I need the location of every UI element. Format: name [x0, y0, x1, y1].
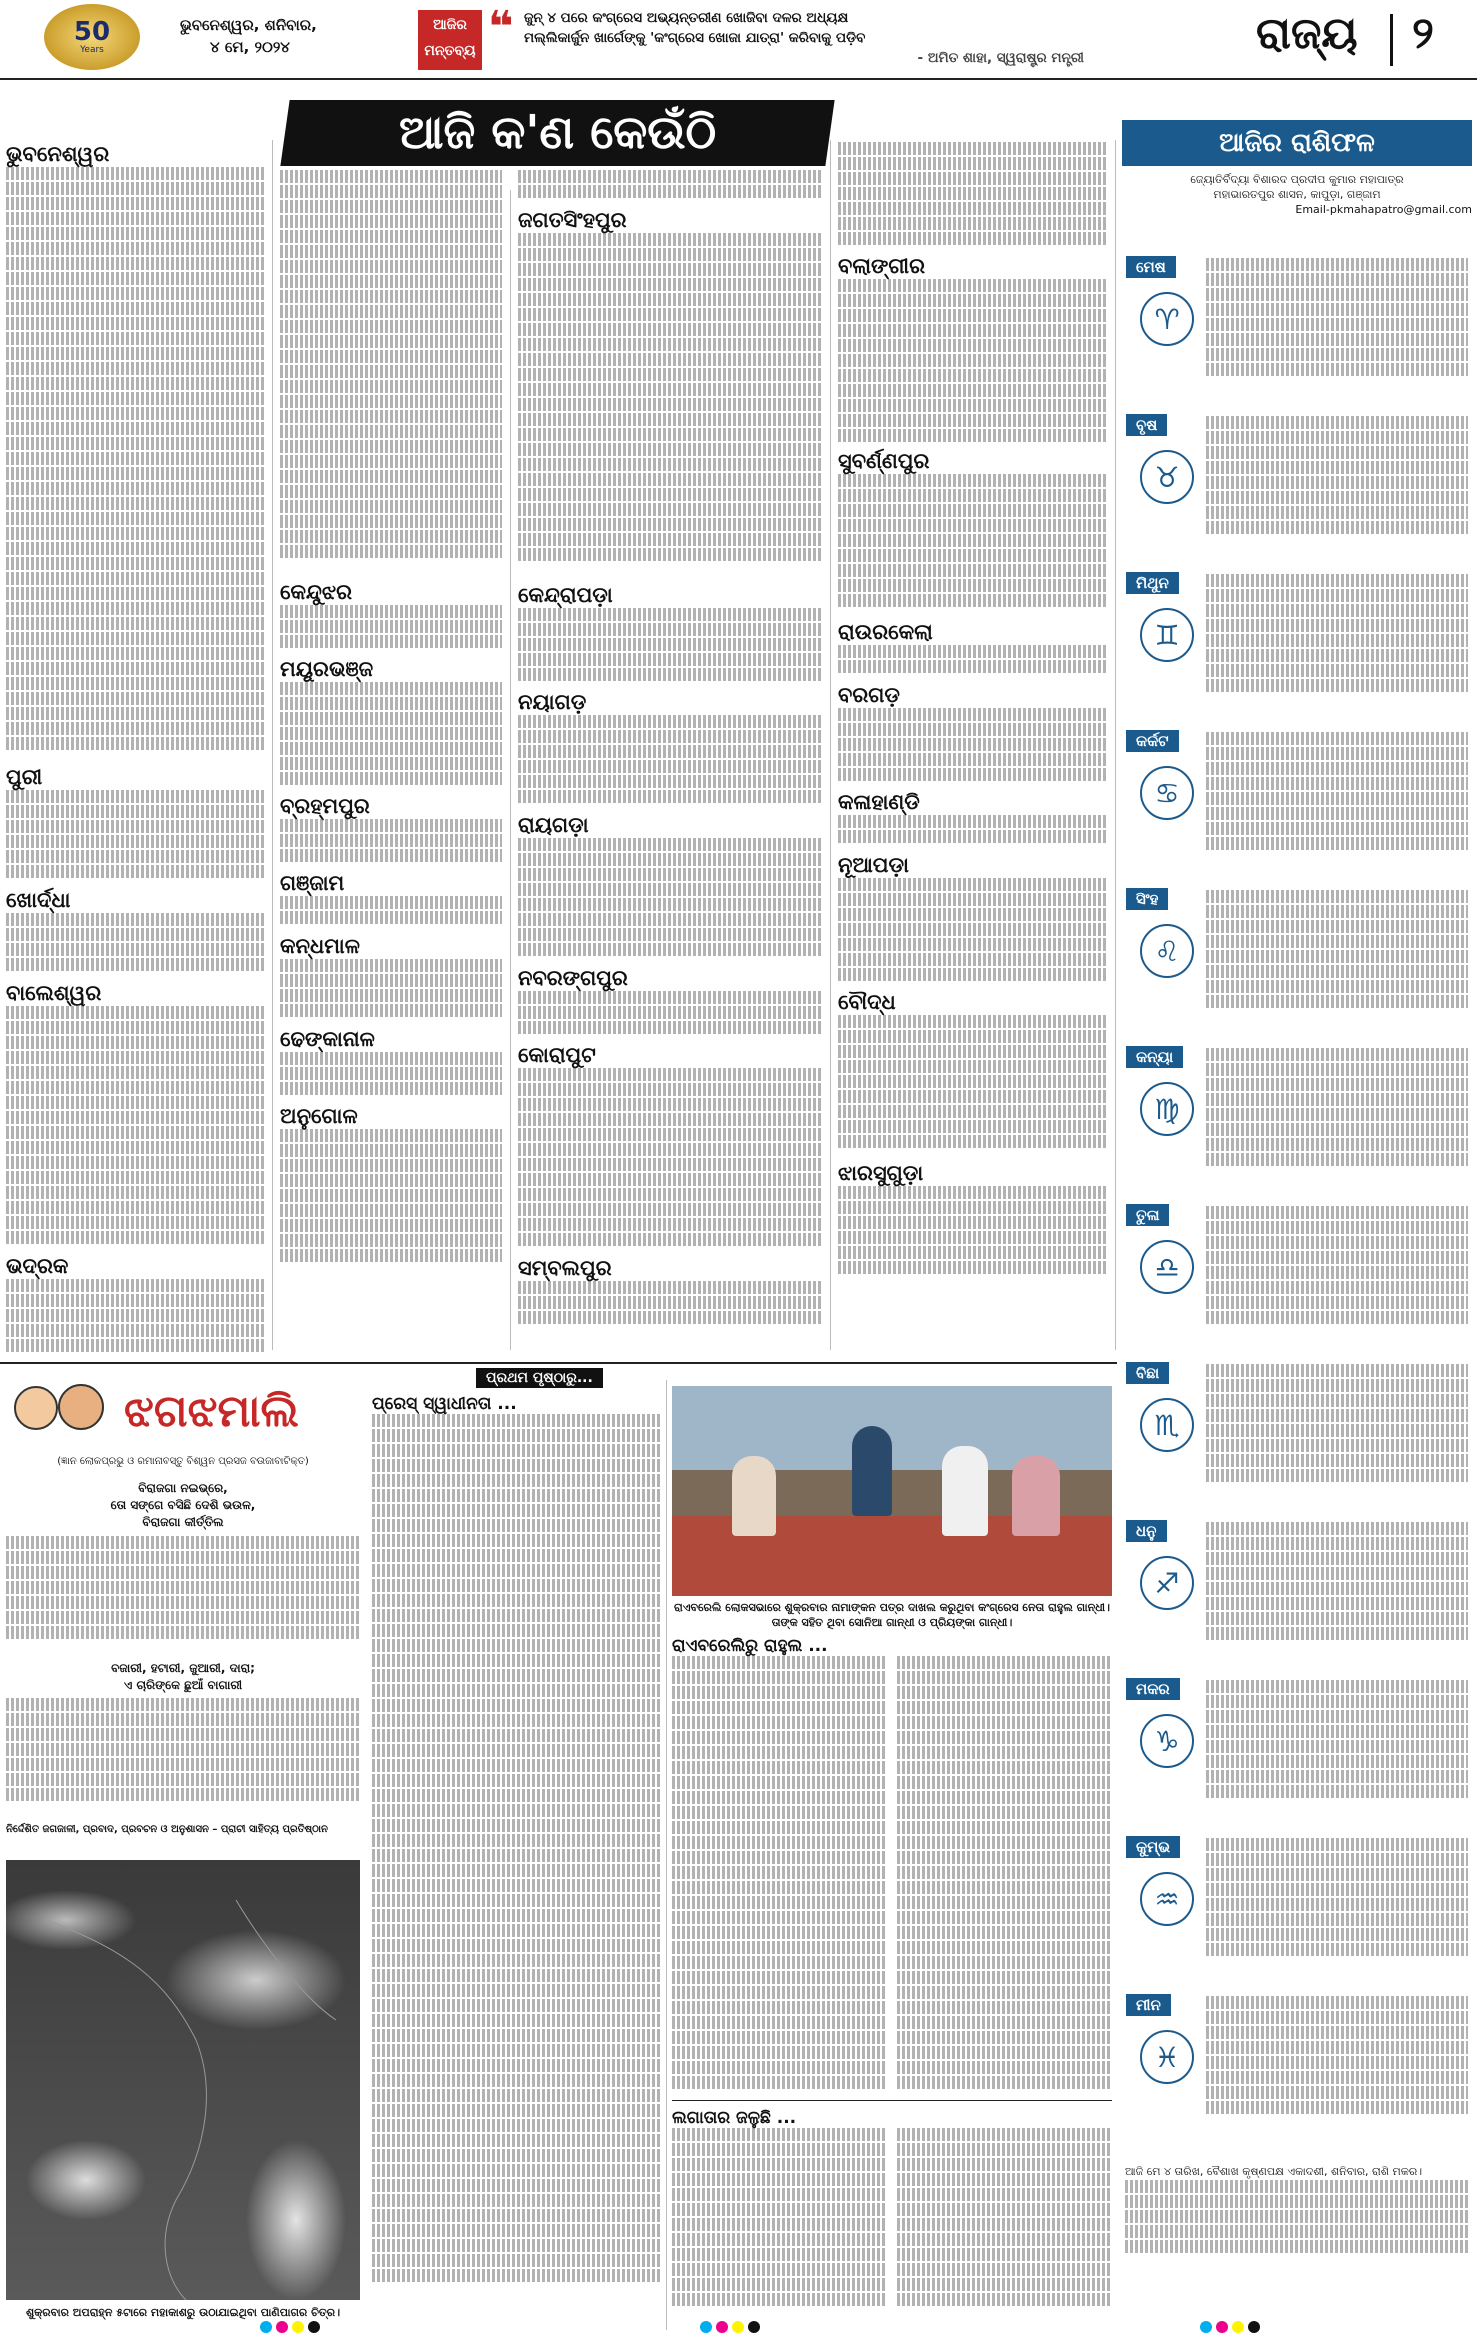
event-listing — [6, 167, 264, 765]
press-story-body — [372, 1414, 662, 2314]
satellite-weather-image — [6, 1860, 360, 2300]
horoscope-sign-entry — [1122, 1516, 1472, 1668]
horoscope-sign-text — [1206, 1838, 1468, 1978]
masthead-rule — [0, 78, 1477, 80]
story-rule — [672, 2100, 1112, 2101]
city-heading: ଢେଙ୍କାନାଳ — [280, 1027, 375, 1051]
event-listing — [280, 1129, 502, 1277]
event-listing — [280, 605, 502, 657]
event-listing — [518, 233, 822, 583]
press-story-title: ପ୍ରେସ୍ ସ୍ୱାଧୀନତା ... — [372, 1394, 517, 1414]
horoscope-author: ଜ୍ୟୋତିର୍ବିଦ୍ୟା ବିଶାରଦ ପ୍ରଦୀପ କୁମାର ମହାପାତ୍ର — [1190, 173, 1404, 186]
horoscope-sign-entry — [1122, 1674, 1472, 1826]
horoscope-title: ଆଜିର ରାଶିଫଳ — [1122, 120, 1472, 166]
city-heading: ବୌଦ୍ଧ — [838, 990, 896, 1014]
horoscope-sign-entry — [1122, 1990, 1472, 2142]
person-figure — [852, 1426, 892, 1516]
quote-text: ଜୁନ୍ ୪ ପରେ କଂଗ୍ରେସ ଅଭ୍ୟନ୍ତରୀଣ ଖୋଜିବା ଦଳର ଅଧ୍ୟକ୍ଷ ମଲ୍ଲିକାର୍ଜୁନ ଖାର୍ଗେଙ୍କୁ 'କଂଗ୍ରେସ ଖୋଜା ଯାତ୍ରା' କରିବାକୁ ପଡ଼ିବ - ଅମିତ ଶାହା, ସ୍ୱରାଷ୍ଟ୍ର ମନ୍ତ୍ରୀ — [524, 10, 1084, 66]
poem-line: ତୋ ସଙ୍ଗେ ବସିଛି ଦେଶି ଭଉଳ, — [110, 1498, 256, 1512]
event-listing — [838, 1015, 1108, 1161]
zodiac-sign-icon: ♈ — [1140, 292, 1194, 346]
city-heading: ଗଞ୍ଜାମ — [280, 871, 345, 895]
color-swatch-icon — [276, 2321, 288, 2333]
horoscope-sign-text — [1206, 1364, 1468, 1504]
poem-line: ଏ ଚାରିଙ୍କେ ଛୁଆଁ ବାଗାରୀ — [123, 1678, 243, 1692]
col-divider-2 — [510, 190, 511, 1350]
city-heading: ସମ୍ବଲପୁର — [518, 1256, 612, 1280]
zodiac-sign-icon: ♓ — [1140, 2030, 1194, 2084]
color-swatch-icon — [292, 2321, 304, 2333]
event-listing — [838, 708, 1108, 790]
city-heading: କେନ୍ଦୁଝର — [280, 580, 353, 604]
events-column-4 — [838, 142, 1108, 1284]
anniversary-sub: Years — [80, 45, 104, 55]
horoscope-sign-entry — [1122, 568, 1472, 720]
city-heading: ଭୁବନେଶ୍ୱର — [6, 142, 110, 166]
zodiac-sign-icon: ♐ — [1140, 1556, 1194, 1610]
city-heading: କଳାହାଣ୍ଡି — [838, 790, 920, 814]
city-heading: ଜଗତସିଂହପୁର — [518, 208, 627, 232]
city-heading: କେନ୍ଦ୍ରାପଡ଼ା — [518, 583, 613, 607]
poem-line: ବିରାଜଗା କୀର୍ତ୍ତିଲ — [142, 1515, 224, 1529]
event-listing — [280, 819, 502, 871]
horoscope-sign-text — [1206, 1522, 1468, 1662]
masthead — [0, 0, 1477, 80]
event-listing — [838, 279, 1108, 449]
press-story — [372, 1394, 662, 2314]
masthead-divider — [1390, 14, 1393, 66]
coastline-path — [236, 1900, 336, 2020]
event-listing — [6, 1006, 264, 1254]
zodiac-sign-icon: ♒ — [1140, 1872, 1194, 1926]
event-listing — [518, 838, 822, 966]
color-swatch-icon — [1216, 2321, 1228, 2333]
horoscope-sign-text — [1206, 258, 1468, 398]
event-listing — [838, 142, 1108, 254]
event-listing — [280, 896, 502, 934]
horoscope-sign-name: କର୍କଟ — [1126, 730, 1179, 752]
col-divider-story — [666, 1380, 667, 2330]
zodiac-sign-icon: ♑ — [1140, 1714, 1194, 1768]
anniversary-number: 50 — [73, 17, 111, 47]
event-listing — [6, 1279, 264, 1361]
city-heading: କୋରାପୁଟ — [518, 1043, 596, 1067]
color-swatch-icon — [260, 2321, 272, 2333]
event-listing — [838, 645, 1108, 683]
horoscope-sign-text — [1206, 574, 1468, 714]
zodiac-sign-icon: ♍ — [1140, 1082, 1194, 1136]
event-listing — [6, 790, 264, 888]
horoscope-sign-name: ବୃଷ — [1126, 414, 1167, 436]
rahul-story-body — [897, 1656, 1112, 2096]
city-heading: ସୁବର୍ଣ୍ଣପୁର — [838, 449, 930, 473]
horoscope-sign-text — [1206, 890, 1468, 1030]
registration-marks — [0, 2318, 1477, 2336]
cartoon-box — [6, 1380, 360, 1846]
satellite-coastline — [6, 1860, 360, 2300]
page-number: ୨ — [1412, 8, 1434, 59]
photo-caption: ରାଏବରେଲି ଲୋକସଭାରେ ଶୁକ୍ରବାର ନାମାଙ୍କନ ପତ୍ର ଦାଖଲ କରୁଥିବା କଂଗ୍ରେସ ନେତା ରାହୁଲ ଗାନ୍ଧୀ। ତାଙ୍କ ସହିତ ଥିବା ସୋନିଆ ଗାନ୍ଧୀ ଓ ପ୍ରିୟଙ୍କା ଗାନ୍ଧୀ। — [674, 1601, 1110, 1629]
horoscope-sign-name: କନ୍ୟା — [1126, 1046, 1183, 1068]
city-heading: ପୁରୀ — [6, 765, 43, 789]
heatwave-story-body — [672, 2128, 887, 2318]
horoscope-sign-name: ମିଥୁନ — [1126, 572, 1179, 594]
section-name: ରାଜ୍ୟ — [1256, 8, 1358, 59]
color-swatch-icon — [1232, 2321, 1244, 2333]
city-heading: ନୂଆପଡ଼ା — [838, 853, 909, 877]
horoscope-sign-entry — [1122, 1358, 1472, 1510]
city-heading: ରାୟଗଡ଼ା — [518, 813, 589, 837]
panchanga-text: ଆଜି ମେ ୪ ତାରିଖ, ବୈଶାଖ କୃଷ୍ଣପକ୍ଷ ଏକାଦଶୀ, ଶନିବାର, ରାଶି ମକର। — [1125, 2165, 1423, 2178]
city-heading: ନୟାଗଡ଼ — [518, 690, 587, 714]
event-listing — [838, 878, 1108, 990]
city-heading: ଝାରସୁଗୁଡ଼ା — [838, 1161, 924, 1185]
quote-badge: ଆଜିର ମନ୍ତବ୍ୟ — [418, 10, 482, 70]
rahul-story — [672, 1636, 1112, 2096]
poem-line: ବଜାରୀ, ହଟାରୀ, ଜୁଆରୀ, ଦାରା; — [111, 1661, 255, 1675]
horoscope-address: ମହାଭାରତପୁର ଶାସନ, କାପୁଡ଼ା, ଗଞ୍ଜାମ — [1213, 188, 1381, 201]
rahul-story-body — [672, 1656, 887, 2096]
horoscope-sign-entry — [1122, 726, 1472, 878]
horoscope-sign-text — [1206, 416, 1468, 556]
color-swatch-icon — [1200, 2321, 1212, 2333]
character-face-icon — [58, 1384, 104, 1430]
event-listing — [518, 715, 822, 813]
horoscope-sign-name: ବିଛା — [1126, 1362, 1169, 1384]
horoscope-sign-entry — [1122, 1042, 1472, 1194]
heatwave-story-body — [897, 2128, 1112, 2318]
horoscope-sign-text — [1206, 732, 1468, 872]
horoscope-sign-entry — [1122, 1200, 1472, 1352]
heatwave-story — [672, 2108, 1112, 2318]
city-heading: ଅନୁଗୋଳ — [280, 1104, 358, 1128]
horoscope-sign-entry — [1122, 252, 1472, 404]
horoscope-sign-entry — [1122, 1832, 1472, 1984]
event-listing — [280, 170, 502, 580]
heatwave-story-title: ଲଗାତାର ଜଳୁଛି ... — [672, 2108, 797, 2128]
horoscope-sign-name: କୁମ୍ଭ — [1126, 1836, 1180, 1858]
person-figure — [1012, 1456, 1060, 1536]
person-figure — [942, 1446, 988, 1536]
rahul-story-title: ରାଏବରେଲିରୁ ରାହୁଲ ... — [672, 1636, 828, 1656]
poem-line: ବିରାଜଗା ନଇଭ୍ରେ, — [138, 1481, 228, 1495]
events-column-2 — [280, 170, 502, 1277]
color-swatch-icon — [748, 2321, 760, 2333]
city-heading: କନ୍ଧମାଳ — [280, 934, 360, 958]
horoscope-sign-text — [1206, 1206, 1468, 1346]
news-photo — [672, 1386, 1112, 1596]
character-face-icon — [14, 1386, 58, 1430]
front-page-tag: ପ୍ରଥମ ପୃଷ୍ଠାରୁ... — [476, 1368, 603, 1388]
person-figure — [732, 1456, 776, 1536]
satellite-caption: ଶୁକ୍ରବାର ଅପରାହ୍ନ ୫ଟାରେ ମହାକାଶରୁ ଉଠାଯାଇଥିବା ପାଣିପାଗର ଚିତ୍ର। — [25, 2306, 341, 2319]
city-heading: ରାଉରକେଲା — [838, 620, 933, 644]
horoscope-email: Email-pkmahapatro@gmail.com — [1295, 203, 1472, 216]
col-divider-3 — [830, 140, 831, 1350]
event-listing — [280, 959, 502, 1027]
color-swatch-icon — [700, 2321, 712, 2333]
col-divider-1 — [272, 140, 273, 1350]
horoscope-sign-name: ସିଂହ — [1126, 888, 1168, 910]
place-date: ଭୁବନେଶ୍ୱର, ଶନିବାର, ୪ ମେ, ୨୦୨୪ — [180, 16, 317, 56]
section-rule — [0, 1362, 1117, 1364]
horoscope-sign-name: ମୀନ — [1126, 1994, 1171, 2016]
horoscope-sign-text — [1206, 1048, 1468, 1188]
city-heading: ଖୋର୍ଦ୍ଧା — [6, 888, 71, 912]
event-listing — [518, 991, 822, 1043]
horoscope-sign-name: ତୁଳା — [1126, 1204, 1169, 1226]
events-column-1 — [6, 142, 264, 1361]
event-listing — [838, 815, 1108, 853]
city-heading: ମୟୂରଭଞ୍ଜ — [280, 657, 374, 681]
cartoon-body — [6, 1698, 360, 1818]
events-banner-title: ଆଜି କ'ଣ କେଉଁଠି — [398, 105, 717, 159]
anniversary-logo — [44, 4, 140, 70]
cartoon-credit: (ଜ୍ଞାନ ଲୋକପ୍ରଭୁ ଓ ରମାନାବସ୍ତୁ ବିଶ୍ୱନ ପ୍ରସଜ ବଉଜାବାଟିକ୍ତ) — [57, 1456, 309, 1467]
cartoon-figures — [10, 1380, 110, 1446]
event-listing — [838, 474, 1108, 620]
zodiac-sign-icon: ♏ — [1140, 1398, 1194, 1452]
horoscope-sign-name: ମକର — [1126, 1678, 1180, 1700]
city-heading: ଭଦ୍ରକ — [6, 1254, 69, 1278]
event-listing — [518, 170, 822, 208]
panchanga-box — [1125, 2164, 1470, 2255]
horoscope-sign-name: ମେଷ — [1126, 256, 1176, 278]
zodiac-sign-icon: ♌ — [1140, 924, 1194, 978]
city-heading: ନବରଙ୍ଗପୁର — [518, 966, 628, 990]
cartoon-footer: ନିର୍ଦ୍ଦେଶିତ ଜଗଜାଳୀ, ପ୍ରବାଦ, ପ୍ରବଚନ ଓ ଅନୁଶାସନ – ପ୍ରାଚୀ ସାହିତ୍ୟ ପ୍ରତିଷ୍ଠାନ — [6, 1824, 328, 1835]
event-listing — [518, 1281, 822, 1333]
horoscope-sign-name: ଧନୁ — [1126, 1520, 1167, 1542]
city-heading: ବଲାଙ୍ଗୀର — [838, 254, 925, 278]
city-heading: ବାଲେଶ୍ୱର — [6, 981, 102, 1005]
event-listing — [518, 1068, 822, 1256]
event-listing — [280, 682, 502, 794]
event-listing — [838, 1186, 1108, 1284]
horoscope-sign-entry — [1122, 884, 1472, 1036]
event-listing — [518, 608, 822, 690]
cartoon-body — [6, 1536, 360, 1656]
horoscope-sign-entry — [1122, 410, 1472, 562]
event-listing — [280, 1052, 502, 1104]
cartoon-title: ଝଗଝମାଲି — [124, 1386, 299, 1437]
color-swatch-icon — [308, 2321, 320, 2333]
zodiac-sign-icon: ♊ — [1140, 608, 1194, 662]
coastline-path — [46, 1920, 206, 2300]
city-heading: ବ୍ରହ୍ମପୁର — [280, 794, 370, 818]
color-swatch-icon — [716, 2321, 728, 2333]
zodiac-sign-icon: ♉ — [1140, 450, 1194, 504]
zodiac-sign-icon: ♋ — [1140, 766, 1194, 820]
events-banner — [280, 100, 834, 166]
city-heading: ବରଗଡ଼ — [838, 683, 900, 707]
zodiac-sign-icon: ♎ — [1140, 1240, 1194, 1294]
quote-mark-icon: ❝ — [488, 2, 514, 53]
color-swatch-icon — [1248, 2321, 1260, 2333]
event-listing — [6, 913, 264, 981]
events-column-3 — [518, 170, 822, 1333]
horoscope-sign-text — [1206, 1996, 1468, 2136]
color-swatch-icon — [732, 2321, 744, 2333]
col-divider-4 — [1115, 140, 1116, 1350]
horoscope-sign-text — [1206, 1680, 1468, 1820]
